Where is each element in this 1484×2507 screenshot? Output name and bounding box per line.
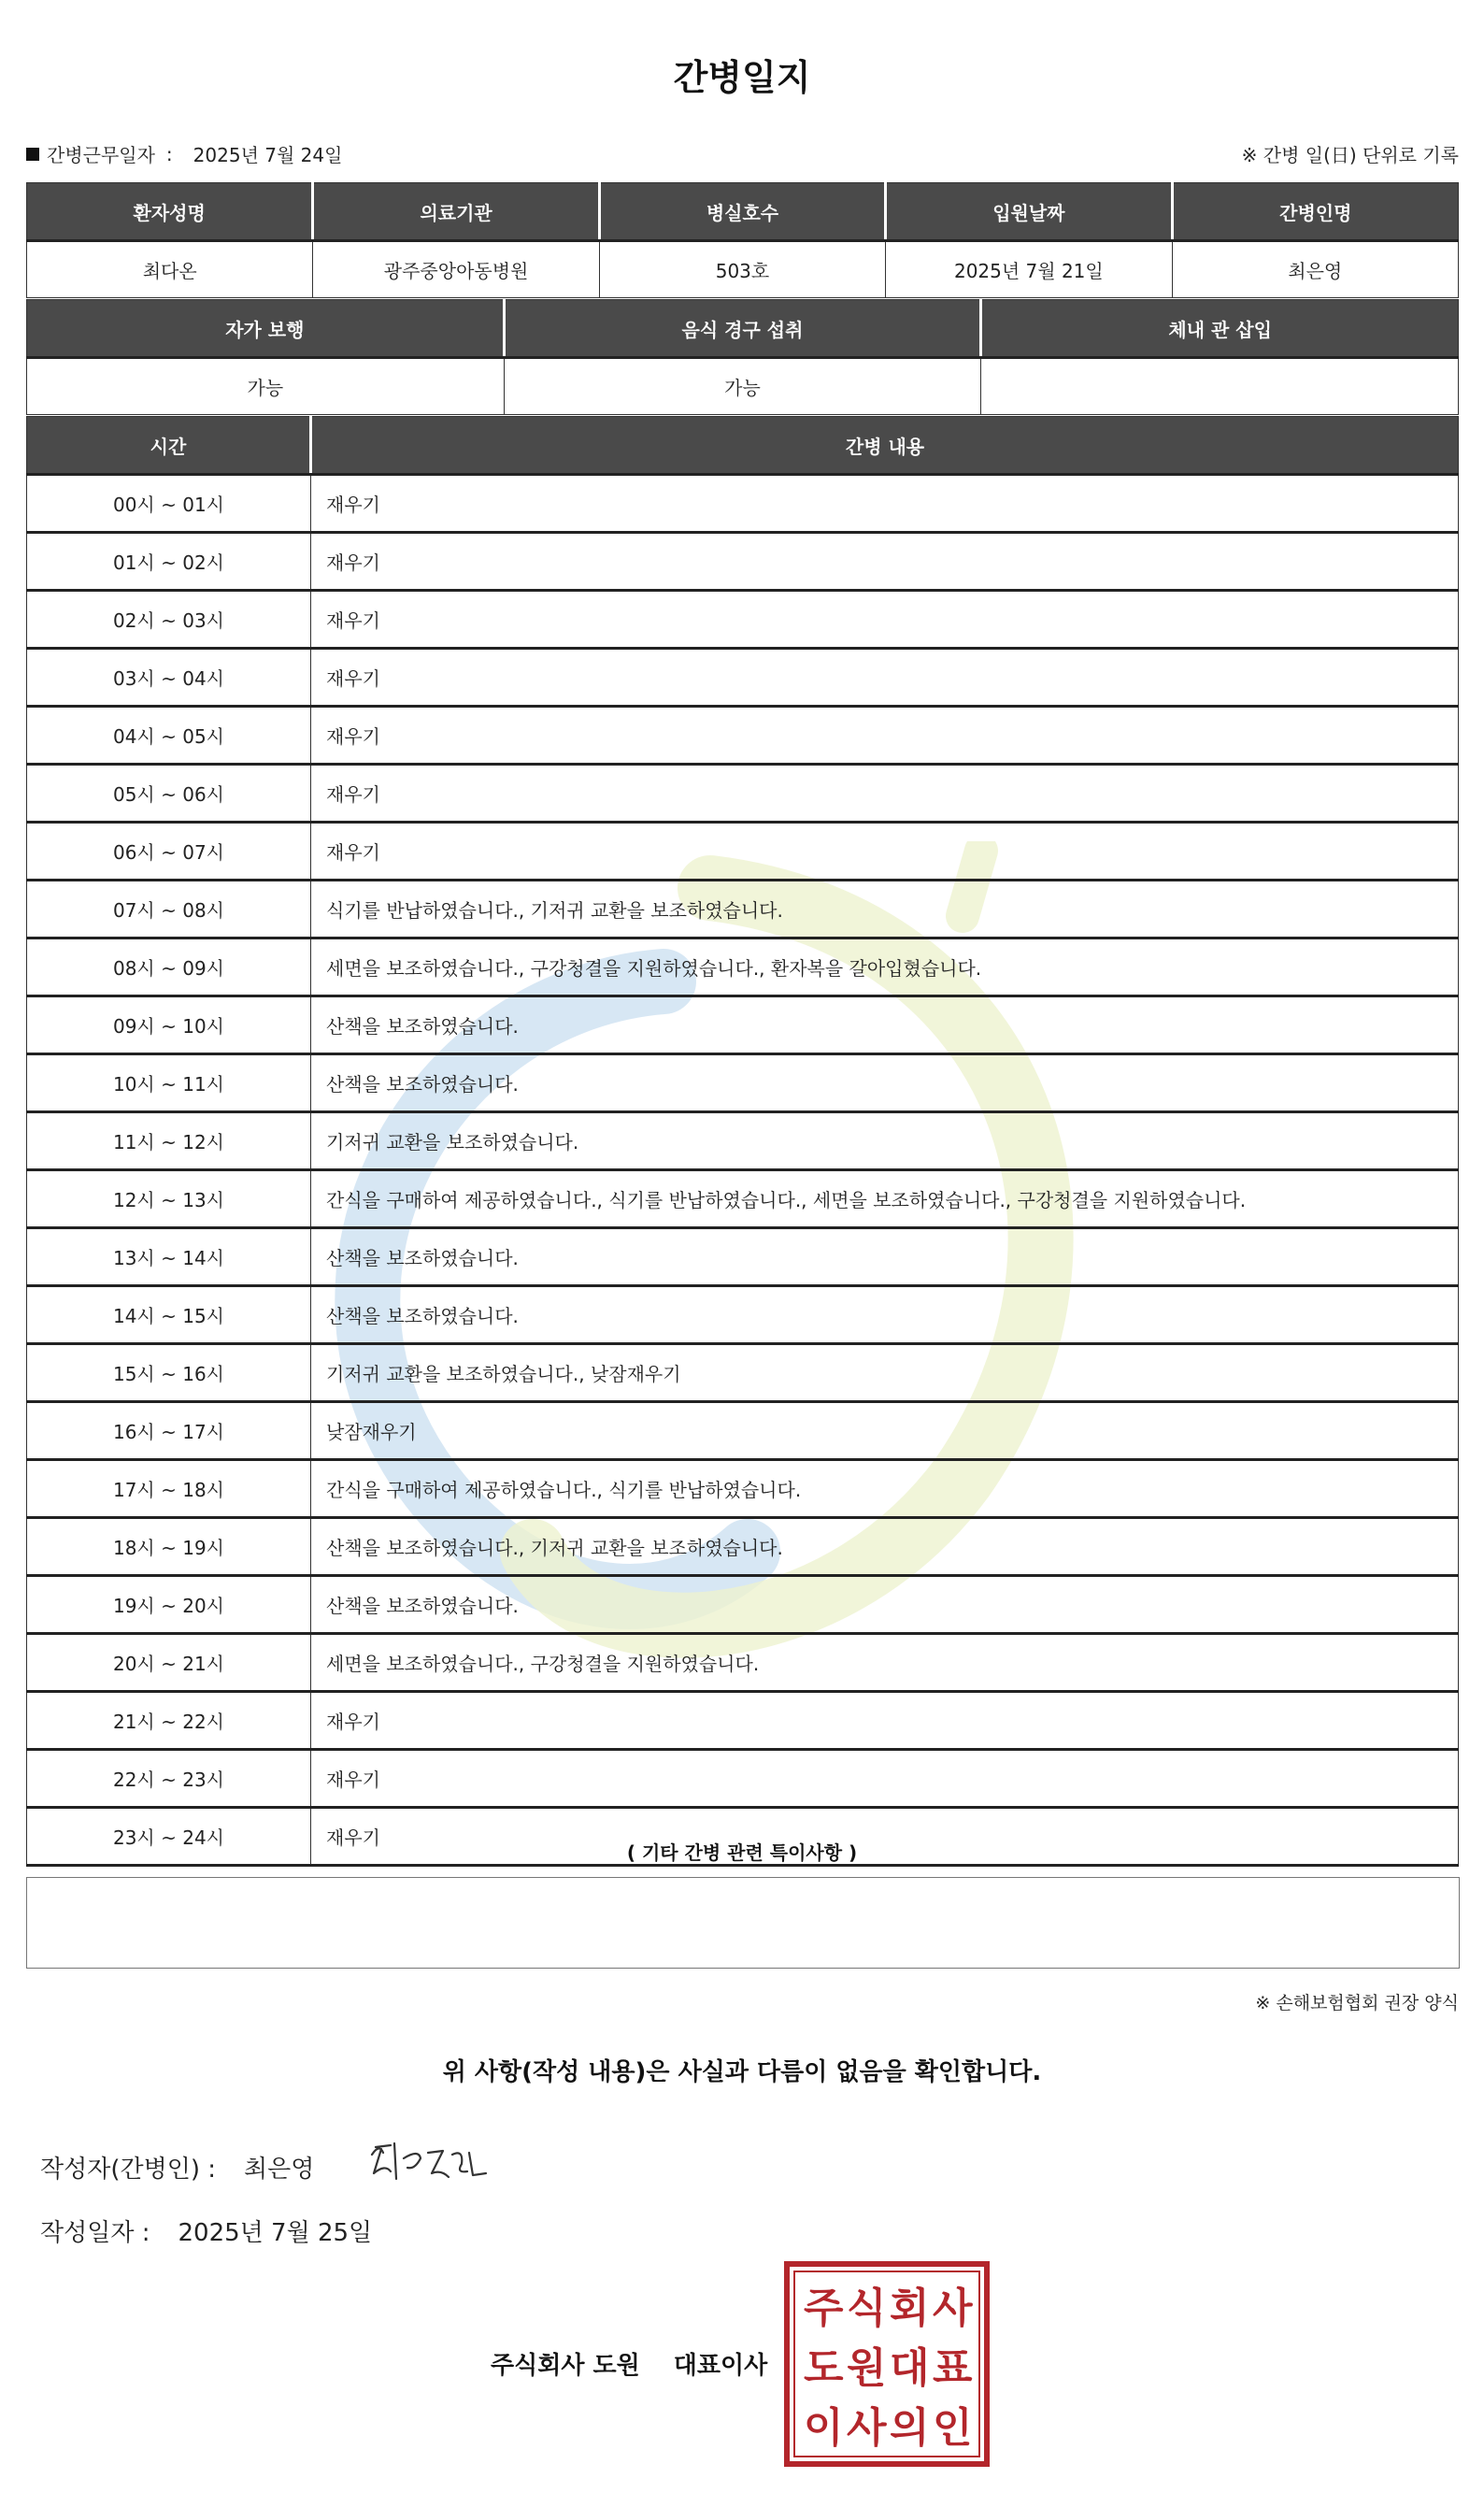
patient-status-header-row <box>27 300 1459 358</box>
care-log-row <box>27 533 1459 591</box>
care-log-content: 산책을 보조하였습니다. <box>311 1576 1459 1634</box>
company-name: 주식회사 도원 <box>491 2352 640 2380</box>
seal-glyph: 의 <box>890 2404 930 2452</box>
header-tube-insertion: 체내 관 삽입 <box>981 300 1459 358</box>
care-log-content: 재우기 <box>311 1692 1459 1750</box>
care-log-content: 낮잠재우기 <box>311 1402 1459 1460</box>
patient-info-table <box>26 182 1459 298</box>
seal-glyph: 표 <box>933 2344 973 2392</box>
notes-title: ( 기타 간병 관련 특이사항 ) <box>626 1841 858 1864</box>
unit-note: ※ 간병 일(日) 단위로 기록 <box>1241 144 1459 166</box>
header-self-walking: 자가 보행 <box>27 300 505 358</box>
work-date <box>26 140 342 167</box>
care-log-content: 재우기 <box>311 707 1459 765</box>
seal-glyph: 원 <box>847 2344 887 2392</box>
special-notes-box <box>26 1877 1460 1969</box>
header-caregiver-name: 간병인명 <box>1172 183 1458 241</box>
header-room-number: 병실호수 <box>599 183 885 241</box>
header-oral-intake: 음식 경구 섭취 <box>504 300 981 358</box>
caregiver-name: 최은영 <box>1172 241 1458 298</box>
header-care-content: 간병 내용 <box>311 417 1459 475</box>
care-log-content: 산책을 보조하였습니다. <box>311 996 1459 1054</box>
confirmation-statement: 위 사항(작성 내용)은 사실과 다름이 없음을 확인합니다. <box>442 2058 1042 2086</box>
care-log-row <box>27 1170 1459 1228</box>
care-log-time: 05시 ~ 06시 <box>27 765 311 823</box>
care-log-time: 00시 ~ 01시 <box>27 475 311 533</box>
care-log-row <box>27 1402 1459 1460</box>
care-log-row <box>27 591 1459 649</box>
work-date-label: 간병근무일자 <box>47 144 155 166</box>
care-log-time: 08시 ~ 09시 <box>27 938 311 996</box>
care-log-content: 재우기 <box>311 1750 1459 1808</box>
care-log-table <box>26 416 1459 1867</box>
care-log-row <box>27 1228 1459 1286</box>
care-log-row <box>27 1286 1459 1344</box>
admission-date: 2025년 7월 21일 <box>886 241 1172 298</box>
care-log-content: 식기를 반납하였습니다., 기저귀 교환을 보조하였습니다. <box>311 881 1459 938</box>
seal-glyph: 식 <box>847 2285 887 2332</box>
care-log-content: 재우기 <box>311 475 1459 533</box>
writer-name: 최은영 <box>244 2156 315 2184</box>
tube-insertion-value <box>981 358 1459 415</box>
care-log-row <box>27 1460 1459 1518</box>
seal-glyph: 도 <box>804 2344 844 2392</box>
written-date: 2025년 7월 25일 <box>178 2219 373 2247</box>
care-log-row <box>27 1692 1459 1750</box>
oral-intake-value: 가능 <box>504 358 981 415</box>
writer-line <box>40 2150 314 2185</box>
care-log-content: 재우기 <box>311 1808 1459 1866</box>
care-log-row <box>27 1634 1459 1692</box>
care-log-content: 재우기 <box>311 823 1459 881</box>
care-log-time: 13시 ~ 14시 <box>27 1228 311 1286</box>
header-patient-name: 환자성명 <box>27 183 313 241</box>
care-log-time: 04시 ~ 05시 <box>27 707 311 765</box>
patient-status-table <box>26 299 1459 415</box>
care-log-content: 간식을 구매하여 제공하였습니다., 식기를 반납하였습니다., 세면을 보조하였습니다., 구강청결을 지원하였습니다. <box>311 1170 1459 1228</box>
care-log-time: 14시 ~ 15시 <box>27 1286 311 1344</box>
patient-info-header-row <box>27 183 1459 241</box>
care-log-time: 06시 ~ 07시 <box>27 823 311 881</box>
care-log-content: 기저귀 교환을 보조하였습니다. <box>311 1112 1459 1170</box>
care-log-time: 10시 ~ 11시 <box>27 1054 311 1112</box>
care-log-row <box>27 881 1459 938</box>
hospital-name: 광주중앙아동병원 <box>313 241 599 298</box>
care-log-time: 01시 ~ 02시 <box>27 533 311 591</box>
self-walking-value: 가능 <box>27 358 505 415</box>
seal-glyph: 이 <box>804 2404 844 2452</box>
care-log-time: 21시 ~ 22시 <box>27 1692 311 1750</box>
care-log-content: 간식을 구매하여 제공하였습니다., 식기를 반납하였습니다. <box>311 1460 1459 1518</box>
care-log-content: 산책을 보조하였습니다. <box>311 1286 1459 1344</box>
written-date-line <box>40 2213 372 2248</box>
form-source-note: ※ 손해보험협회 권장 양식 <box>1255 1993 1459 2013</box>
care-log-time: 07시 ~ 08시 <box>27 881 311 938</box>
care-log-time: 20시 ~ 21시 <box>27 1634 311 1692</box>
seal-glyph: 사 <box>933 2285 973 2332</box>
seal-glyph: 주 <box>804 2285 844 2332</box>
care-log-row <box>27 996 1459 1054</box>
care-log-row <box>27 1576 1459 1634</box>
care-log-time: 09시 ~ 10시 <box>27 996 311 1054</box>
seal-glyph: 사 <box>847 2404 887 2452</box>
written-date-label: 작성일자 : <box>40 2219 150 2247</box>
care-log-time: 19시 ~ 20시 <box>27 1576 311 1634</box>
handwritten-signature <box>363 2136 493 2192</box>
document-title: 간병일지 <box>673 57 811 98</box>
care-log-row <box>27 1112 1459 1170</box>
patient-status-value-row <box>27 358 1459 415</box>
company-signature-line <box>491 2346 767 2381</box>
header-hospital: 의료기관 <box>313 183 599 241</box>
care-log-time: 16시 ~ 17시 <box>27 1402 311 1460</box>
room-number: 503호 <box>599 241 885 298</box>
care-log-content: 산책을 보조하였습니다. <box>311 1054 1459 1112</box>
work-date-separator: : <box>165 142 173 165</box>
care-log-time: 12시 ~ 13시 <box>27 1170 311 1228</box>
care-log-content: 산책을 보조하였습니다. <box>311 1228 1459 1286</box>
care-log-content: 재우기 <box>311 591 1459 649</box>
care-log-content: 재우기 <box>311 533 1459 591</box>
seal-glyph: 인 <box>933 2404 973 2452</box>
care-log-row <box>27 649 1459 707</box>
care-log-header-row <box>27 417 1459 475</box>
care-log-row <box>27 823 1459 881</box>
header-admission-date: 입원날짜 <box>886 183 1172 241</box>
patient-info-value-row <box>27 241 1459 298</box>
care-log-time: 23시 ~ 24시 <box>27 1808 311 1866</box>
care-log-row <box>27 707 1459 765</box>
care-log-time: 17시 ~ 18시 <box>27 1460 311 1518</box>
ceo-title: 대표이사 <box>673 2352 768 2380</box>
care-log-time: 03시 ~ 04시 <box>27 649 311 707</box>
care-log-content: 재우기 <box>311 765 1459 823</box>
seal-glyph: 대 <box>890 2344 930 2392</box>
care-log-time: 15시 ~ 16시 <box>27 1344 311 1402</box>
care-log-row <box>27 1344 1459 1402</box>
care-log-time: 11시 ~ 12시 <box>27 1112 311 1170</box>
writer-label: 작성자(간병인) : <box>40 2156 217 2184</box>
patient-name: 최다온 <box>27 241 313 298</box>
care-log-time: 18시 ~ 19시 <box>27 1518 311 1576</box>
meta-row <box>26 140 1459 168</box>
company-seal-stamp <box>783 2260 991 2468</box>
seal-glyph: 회 <box>890 2285 930 2332</box>
work-date-value: 2025년 7월 24일 <box>193 144 343 166</box>
care-log-time: 02시 ~ 03시 <box>27 591 311 649</box>
care-log-row <box>27 765 1459 823</box>
care-log-row <box>27 1518 1459 1576</box>
care-log-row <box>27 938 1459 996</box>
care-log-content: 기저귀 교환을 보조하였습니다., 낮잠재우기 <box>311 1344 1459 1402</box>
care-log-time: 22시 ~ 23시 <box>27 1750 311 1808</box>
care-log-row <box>27 1750 1459 1808</box>
care-log-content: 세면을 보조하였습니다., 구강청결을 지원하였습니다., 환자복을 갈아입혔습니다. <box>311 938 1459 996</box>
header-time: 시간 <box>27 417 311 475</box>
care-log-row <box>27 475 1459 533</box>
care-log-row <box>27 1054 1459 1112</box>
care-log-content: 재우기 <box>311 649 1459 707</box>
care-log-content: 산책을 보조하였습니다., 기저귀 교환을 보조하였습니다. <box>311 1518 1459 1576</box>
care-log-content: 세면을 보조하였습니다., 구강청결을 지원하였습니다. <box>311 1634 1459 1692</box>
square-bullet-icon <box>26 148 39 161</box>
